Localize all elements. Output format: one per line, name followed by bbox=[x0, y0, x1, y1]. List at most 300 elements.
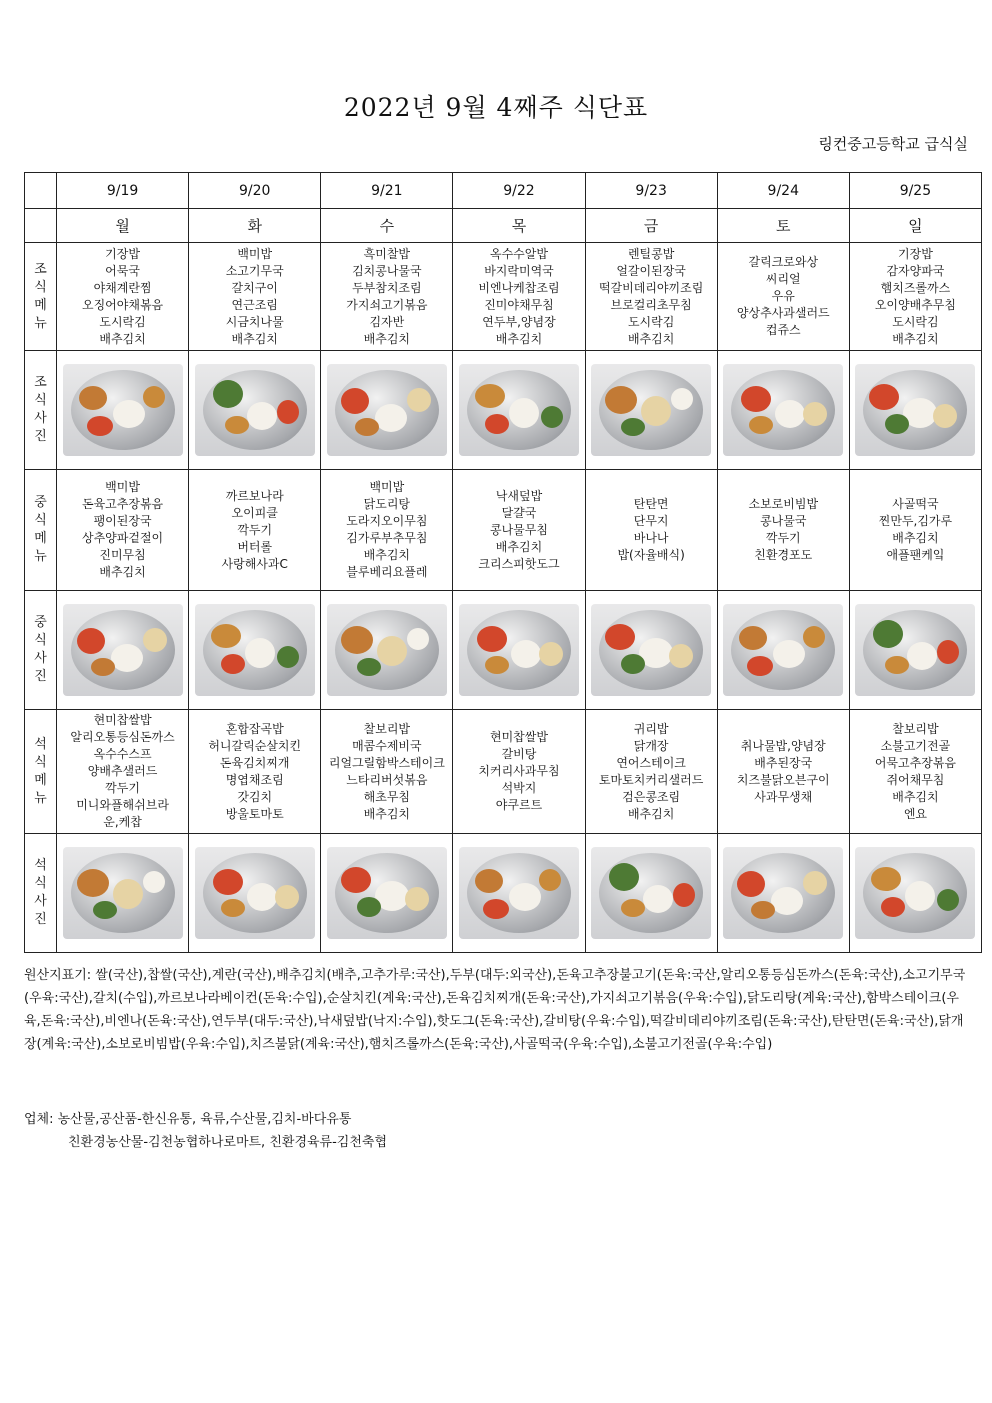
row-label bbox=[25, 591, 57, 710]
food-portion bbox=[213, 869, 243, 895]
menu-items bbox=[718, 252, 849, 341]
menu-items bbox=[57, 710, 188, 833]
food-portion bbox=[405, 887, 429, 911]
menu-item: 배추된장국 bbox=[754, 755, 813, 770]
lunch-menu-cell bbox=[585, 470, 717, 591]
food-portion bbox=[275, 885, 299, 909]
menu-item: 배추김치 bbox=[363, 331, 411, 346]
menu-item: 깍두기 bbox=[765, 531, 801, 545]
food-portion bbox=[87, 416, 113, 436]
menu-items bbox=[321, 244, 452, 350]
menu-item: 매콤수제비국 bbox=[352, 738, 422, 753]
food-portion bbox=[641, 396, 671, 426]
food-portion bbox=[341, 867, 371, 893]
menu-item: 미니와플해쉬브라 bbox=[76, 798, 169, 812]
food-portion bbox=[221, 654, 245, 674]
food-portion bbox=[111, 644, 143, 672]
row-label bbox=[25, 834, 57, 953]
menu-items bbox=[57, 244, 188, 350]
food-portion bbox=[621, 654, 645, 674]
dinner-photo-row bbox=[25, 834, 982, 953]
menu-item: 연두부,양념장 bbox=[482, 314, 556, 329]
menu-item: 콩나물무침 bbox=[490, 522, 548, 537]
date-cell: 9/21 bbox=[321, 173, 453, 209]
menu-items bbox=[453, 244, 584, 350]
date-cell: 9/25 bbox=[849, 173, 981, 209]
food-portion bbox=[341, 626, 373, 654]
lunch-photo-row bbox=[25, 591, 982, 710]
lunch-photo-cell bbox=[57, 591, 189, 710]
food-portion bbox=[407, 388, 431, 412]
menu-items bbox=[850, 244, 981, 350]
corner-cell bbox=[25, 173, 57, 209]
dinner-photo-cell bbox=[453, 834, 585, 953]
menu-item: 취나물밥,양념장 bbox=[740, 738, 826, 753]
breakfast-menu-row bbox=[25, 243, 982, 351]
food-portion bbox=[621, 899, 645, 917]
menu-item: 크리스피핫도그 bbox=[478, 556, 560, 571]
breakfast-photo-cell bbox=[321, 351, 453, 470]
vendor-line-2: 친환경농산물-김천농협하나로마트, 친환경육류-김천축협 bbox=[68, 1135, 388, 1150]
food-portion bbox=[485, 414, 509, 434]
menu-item: 갈릭크로와상 bbox=[748, 255, 819, 269]
food-portion bbox=[407, 628, 429, 650]
food-portion bbox=[143, 386, 165, 408]
menu-item: 야쿠르트 bbox=[495, 798, 543, 812]
menu-item: 옥수수스프 bbox=[93, 747, 152, 761]
menu-items bbox=[850, 494, 981, 566]
breakfast-photo-cell bbox=[717, 351, 849, 470]
lunch-menu-cell bbox=[849, 470, 981, 591]
menu-item: 친환경포도 bbox=[754, 548, 813, 562]
meal-photo bbox=[195, 364, 315, 456]
breakfast-menu-cell bbox=[717, 243, 849, 351]
menu-item: 버터롤 bbox=[237, 539, 273, 554]
breakfast-photo-cell bbox=[189, 351, 321, 470]
day-cell: 월 bbox=[57, 209, 189, 243]
menu-item: 햄치즈롤까스 bbox=[880, 280, 951, 295]
food-portion bbox=[91, 658, 115, 676]
food-portion bbox=[341, 388, 369, 414]
menu-item: 석박지 bbox=[501, 781, 537, 795]
row-label-char: 메 bbox=[34, 531, 47, 546]
row-label bbox=[25, 243, 57, 351]
menu-item: 낙새덮밥 bbox=[495, 488, 543, 503]
meal-photo bbox=[591, 364, 711, 456]
food-portion bbox=[541, 406, 563, 428]
dinner-photo-cell bbox=[849, 834, 981, 953]
row-label bbox=[25, 351, 57, 470]
menu-items bbox=[321, 477, 452, 583]
food-portion bbox=[509, 398, 539, 428]
lunch-menu-cell bbox=[189, 470, 321, 591]
dinner-menu-cell bbox=[849, 710, 981, 834]
row-label-char: 중 bbox=[34, 495, 47, 510]
menu-item: 토마토치커리샐러드 bbox=[598, 772, 704, 787]
lunch-photo-cell bbox=[321, 591, 453, 710]
food-portion bbox=[357, 658, 381, 676]
menu-item: 옥수수알밥 bbox=[490, 246, 548, 261]
row-label bbox=[25, 710, 57, 834]
school-name: 링컨중고등학교 급식실 bbox=[818, 135, 968, 153]
dinner-menu-cell bbox=[717, 710, 849, 834]
breakfast-menu-cell bbox=[321, 243, 453, 351]
menu-item: 시금치나물 bbox=[225, 314, 284, 329]
menu-item: 배추김치 bbox=[363, 806, 411, 821]
meal-photo bbox=[723, 604, 843, 696]
date-cell: 9/23 bbox=[585, 173, 717, 209]
breakfast-photo-cell bbox=[57, 351, 189, 470]
row-label-char: 사 bbox=[34, 411, 47, 426]
meal-photo bbox=[855, 364, 975, 456]
menu-item: 현미찹쌀밥 bbox=[490, 730, 548, 744]
date-cell: 9/20 bbox=[189, 173, 321, 209]
menu-item: 소고기무국 bbox=[225, 263, 284, 278]
meal-photo bbox=[459, 364, 579, 456]
menu-item: 배추김치 bbox=[231, 331, 278, 346]
menu-items bbox=[453, 486, 584, 575]
lunch-menu-cell bbox=[57, 470, 189, 591]
day-cell: 화 bbox=[189, 209, 321, 243]
menu-item: 깍두기 bbox=[237, 522, 273, 537]
lunch-menu-row bbox=[25, 470, 982, 591]
menu-item: 소보로비빔밥 bbox=[748, 497, 819, 511]
food-portion bbox=[225, 416, 249, 434]
food-portion bbox=[669, 644, 693, 668]
food-portion bbox=[509, 883, 541, 911]
menu-item: 찰보리밥 bbox=[363, 721, 411, 736]
food-portion bbox=[247, 402, 277, 430]
menu-item: 귀리밥 bbox=[633, 721, 669, 736]
menu-item: 배추김치 bbox=[495, 331, 543, 346]
meal-photo bbox=[723, 364, 843, 456]
dinner-photo-cell bbox=[189, 834, 321, 953]
row-label-char: 진 bbox=[34, 669, 47, 684]
menu-item: 연근조림 bbox=[231, 297, 278, 312]
menu-item: 돈육고추장볶음 bbox=[81, 497, 164, 511]
food-portion bbox=[93, 901, 117, 919]
menu-item: 애플팬케잌 bbox=[886, 548, 945, 562]
menu-item: 어묵국 bbox=[105, 263, 140, 278]
menu-item: 도시락김 bbox=[892, 314, 939, 329]
meal-photo bbox=[591, 847, 711, 939]
menu-items bbox=[189, 719, 320, 825]
vendor-line-1: 업체: 농산물,공산품-한신유통, 육류,수산물,김치-바다유통 bbox=[24, 1112, 352, 1127]
origin-labeling: 원산지표기: 쌀(국산),찹쌀(국산),계란(국산),배추김치(배추,고추가루:국산),두부(대두:외국산),돈육고추장불고기(돈육:국산,알리오통등심돈까스(돈육:국산),소고기무국(우육:국산),갈치(수입),까르보나라베이컨(돈육:수입),순살치킨(계육:국산),돈육김치찌개(돈육:국산),가지쇠고기볶음(우육:수입),닭도리탕(계육:국산),함박스테이크(우육,돈육:국산),비엔나(돈육:국산),연두부(대두:국산),낙새덮밥(낙지:수입),핫도그(돈육:국산),갈비탕(우육:수입),떡갈비데리야끼조림(돈육:국산),탄탄면(돈육:국산),닭개장(계육:국산),소보로비빔밥(우육:수입),치즈불닭(계육:국산),햄치즈롤까스(돈육:국산),사골떡국(우육:수입),소불고기전골(우육:수입) bbox=[24, 968, 966, 1052]
menu-item: 리얼그릴함박스테이크 bbox=[328, 755, 445, 770]
menu-item: 갈비탕 bbox=[501, 747, 537, 761]
lunch-menu-cell bbox=[453, 470, 585, 591]
meal-plan-table bbox=[24, 172, 982, 953]
menu-item: 치즈불닭오븐구이 bbox=[736, 772, 830, 787]
food-portion bbox=[221, 899, 245, 917]
menu-item: 배추김치 bbox=[99, 565, 146, 579]
menu-item: 바지락미역국 bbox=[484, 263, 554, 278]
menu-item: 김자반 bbox=[369, 314, 405, 329]
breakfast-menu-cell bbox=[585, 243, 717, 351]
menu-item: 김치콩나물국 bbox=[352, 263, 422, 278]
menu-item: 느타리버섯볶음 bbox=[346, 772, 428, 787]
menu-items bbox=[453, 727, 584, 816]
breakfast-menu-cell bbox=[57, 243, 189, 351]
food-portion bbox=[511, 640, 541, 668]
page-title: 2022년 9월 4째주 식단표 bbox=[343, 93, 649, 122]
dinner-photo-cell bbox=[717, 834, 849, 953]
food-portion bbox=[77, 869, 109, 897]
menu-item: 배추김치 bbox=[627, 331, 675, 346]
menu-item: 백미밥 bbox=[105, 480, 140, 494]
menu-items bbox=[850, 719, 981, 825]
menu-item: 닭개장 bbox=[633, 738, 669, 753]
menu-item: 팽이된장국 bbox=[93, 514, 152, 528]
food-portion bbox=[377, 636, 407, 666]
food-portion bbox=[143, 871, 165, 893]
row-label-char: 석 bbox=[34, 858, 47, 873]
menu-item: 우유 bbox=[771, 289, 795, 303]
day-cell: 금 bbox=[585, 209, 717, 243]
menu-item: 달걀국 bbox=[501, 505, 537, 520]
row-label-char: 식 bbox=[34, 279, 47, 295]
menu-item: 떡갈비데리야끼조림 bbox=[598, 280, 704, 295]
dinner-menu-cell bbox=[57, 710, 189, 834]
food-portion bbox=[621, 418, 645, 436]
menu-item: 바나나 bbox=[633, 531, 669, 545]
day-cell: 토 bbox=[717, 209, 849, 243]
menu-item: 진미야채무침 bbox=[484, 297, 554, 312]
row-label-char: 뉴 bbox=[34, 315, 47, 331]
menu-item: 씨리얼 bbox=[765, 272, 801, 286]
menu-item: 방울토마토 bbox=[225, 806, 284, 821]
menu-item: 알리오통등심돈까스 bbox=[70, 730, 175, 744]
menu-item: 치커리사과무침 bbox=[478, 764, 560, 778]
menu-item: 현미찹쌀밥 bbox=[93, 713, 152, 727]
meal-photo bbox=[327, 604, 447, 696]
row-label-char: 사 bbox=[34, 894, 47, 909]
food-portion bbox=[671, 388, 693, 410]
menu-items bbox=[321, 719, 452, 825]
menu-item: 갓김치 bbox=[237, 789, 273, 804]
menu-item: 닭도리탕 bbox=[363, 497, 411, 511]
menu-item: 명엽채조림 bbox=[225, 772, 284, 787]
menu-item: 검은콩조림 bbox=[622, 789, 681, 804]
row-label-char: 식 bbox=[34, 633, 47, 648]
menu-item: 돈육김치찌개 bbox=[219, 755, 290, 770]
meal-photo bbox=[195, 847, 315, 939]
menu-item: 배추김치 bbox=[892, 331, 939, 346]
food-portion bbox=[605, 624, 635, 650]
food-portion bbox=[211, 624, 241, 648]
food-portion bbox=[673, 883, 695, 907]
food-portion bbox=[213, 380, 243, 408]
breakfast-menu-cell bbox=[849, 243, 981, 351]
menu-item: 야채계란찜 bbox=[93, 280, 152, 295]
dinner-photo-cell bbox=[57, 834, 189, 953]
menu-item: 백미밥 bbox=[369, 480, 405, 494]
dinner-photo-cell bbox=[321, 834, 453, 953]
meal-photo bbox=[327, 847, 447, 939]
row-label-char: 메 bbox=[34, 772, 47, 788]
menu-item: 오이양배추무침 bbox=[874, 297, 956, 312]
lunch-photo-cell bbox=[585, 591, 717, 710]
meal-photo bbox=[855, 604, 975, 696]
meal-photo bbox=[723, 847, 843, 939]
menu-item: 단무지 bbox=[633, 514, 669, 528]
breakfast-photo-cell bbox=[585, 351, 717, 470]
menu-item: 오징어야채볶음 bbox=[81, 297, 164, 312]
lunch-photo-cell bbox=[189, 591, 321, 710]
menu-item: 기장밥 bbox=[105, 246, 140, 261]
menu-item: 배추김치 bbox=[495, 539, 543, 554]
day-cell: 목 bbox=[453, 209, 585, 243]
row-label-char: 식 bbox=[34, 393, 47, 408]
menu-item: 혼합잡곡밥 bbox=[225, 721, 284, 736]
breakfast-photo-row bbox=[25, 351, 982, 470]
row-label-char: 조 bbox=[34, 261, 47, 277]
row-label-char: 식 bbox=[34, 754, 47, 770]
menu-item: 비엔나케찹조림 bbox=[478, 280, 560, 295]
row-label bbox=[25, 470, 57, 591]
menu-item: 배추김치 bbox=[892, 531, 939, 545]
food-portion bbox=[375, 404, 407, 432]
menu-item: 배추김치 bbox=[892, 789, 939, 804]
row-label-char: 중 bbox=[34, 615, 47, 630]
day-cell: 수 bbox=[321, 209, 453, 243]
food-portion bbox=[643, 885, 673, 913]
menu-item: 사과무생채 bbox=[754, 789, 813, 804]
menu-items bbox=[718, 494, 849, 566]
food-portion bbox=[357, 897, 381, 917]
menu-item: 탄탄면 bbox=[633, 497, 669, 511]
menu-item: 허니갈릭순살치킨 bbox=[208, 738, 302, 753]
menu-item: 배추김치 bbox=[99, 331, 146, 346]
menu-item: 배추김치 bbox=[363, 548, 411, 562]
menu-item: 김가루부추무침 bbox=[346, 531, 428, 545]
lunch-photo-cell bbox=[717, 591, 849, 710]
day-row bbox=[25, 209, 982, 243]
date-cell: 9/22 bbox=[453, 173, 585, 209]
menu-item: 백미밥 bbox=[237, 246, 273, 261]
menu-item: 배추김치 bbox=[627, 806, 675, 821]
food-portion bbox=[539, 869, 561, 891]
date-row bbox=[25, 173, 982, 209]
food-portion bbox=[605, 386, 637, 414]
menu-item: 까르보나라 bbox=[225, 488, 284, 503]
food-portion bbox=[113, 400, 145, 428]
menu-item: 운,케찹 bbox=[103, 815, 142, 829]
menu-items bbox=[189, 486, 320, 575]
row-label-char: 식 bbox=[34, 876, 47, 891]
food-portion bbox=[143, 628, 167, 652]
menu-items bbox=[586, 494, 717, 566]
menu-item: 쥐어채무침 bbox=[886, 772, 945, 787]
menu-item: 컵쥬스 bbox=[765, 323, 801, 337]
menu-item: 도시락김 bbox=[627, 314, 675, 329]
food-portion bbox=[355, 418, 379, 436]
row-label-char: 진 bbox=[34, 429, 47, 444]
menu-item: 연어스테이크 bbox=[616, 755, 686, 770]
vendor-info bbox=[24, 1108, 974, 1154]
dinner-menu-cell bbox=[453, 710, 585, 834]
dinner-menu-cell bbox=[321, 710, 453, 834]
dinner-menu-row bbox=[25, 710, 982, 834]
meal-photo bbox=[459, 847, 579, 939]
row-label-char: 식 bbox=[34, 513, 47, 528]
food-portion bbox=[483, 899, 509, 919]
row-label-char: 뉴 bbox=[34, 790, 47, 806]
menu-item: 도라지오이무침 bbox=[346, 514, 428, 528]
breakfast-photo-cell bbox=[453, 351, 585, 470]
menu-item: 도시락김 bbox=[99, 314, 146, 329]
meal-photo bbox=[195, 604, 315, 696]
breakfast-menu-cell bbox=[453, 243, 585, 351]
menu-items bbox=[57, 477, 188, 583]
menu-item: 사랑해사과C bbox=[221, 556, 288, 571]
breakfast-photo-cell bbox=[849, 351, 981, 470]
date-cell: 9/19 bbox=[57, 173, 189, 209]
menu-item: 진미무침 bbox=[99, 548, 146, 562]
menu-item: 찰보리밥 bbox=[892, 721, 939, 736]
day-cell: 일 bbox=[849, 209, 981, 243]
menu-item: 얼갈이된장국 bbox=[616, 263, 686, 278]
menu-items bbox=[718, 736, 849, 808]
dinner-menu-cell bbox=[585, 710, 717, 834]
food-portion bbox=[475, 869, 503, 893]
row-label-char: 조 bbox=[34, 375, 47, 390]
food-portion bbox=[113, 879, 143, 909]
menu-items bbox=[189, 244, 320, 350]
food-portion bbox=[77, 628, 105, 654]
menu-item: 해초무침 bbox=[363, 789, 411, 804]
menu-item: 흑미찰밥 bbox=[363, 246, 411, 261]
food-portion bbox=[245, 638, 275, 668]
breakfast-menu-cell bbox=[189, 243, 321, 351]
row-label-char: 사 bbox=[34, 651, 47, 666]
row-label-char: 뉴 bbox=[34, 549, 47, 564]
menu-item: 두부참치조림 bbox=[352, 280, 422, 295]
menu-item: 기장밥 bbox=[898, 246, 933, 261]
row-label-char: 진 bbox=[34, 912, 47, 927]
meal-photo bbox=[855, 847, 975, 939]
menu-item: 렌틸콩밥 bbox=[627, 246, 675, 261]
menu-item: 양상추사과샐러드 bbox=[736, 306, 830, 320]
menu-item: 상추양파겉절이 bbox=[81, 531, 164, 545]
menu-item: 브로컬리초무침 bbox=[610, 297, 692, 312]
menu-item: 콩나물국 bbox=[760, 514, 807, 528]
food-portion bbox=[277, 400, 299, 424]
menu-item: 블루베리요플레 bbox=[346, 565, 428, 579]
menu-item: 소불고기전골 bbox=[880, 738, 951, 753]
menu-item: 깍두기 bbox=[105, 781, 140, 795]
meal-photo bbox=[63, 364, 183, 456]
food-portion bbox=[485, 656, 509, 674]
menu-item: 오이피클 bbox=[231, 505, 278, 520]
menu-item: 양배추샐러드 bbox=[87, 764, 158, 778]
row-label-char: 메 bbox=[34, 297, 47, 313]
menu-item: 가지쇠고기볶음 bbox=[346, 297, 428, 312]
lunch-menu-cell bbox=[717, 470, 849, 591]
meal-photo bbox=[459, 604, 579, 696]
food-portion bbox=[539, 642, 563, 666]
food-portion bbox=[247, 883, 277, 911]
food-portion bbox=[277, 646, 299, 668]
corner-cell bbox=[25, 209, 57, 243]
menu-item: 찐만두,김가루 bbox=[878, 514, 953, 528]
menu-items bbox=[586, 719, 717, 825]
food-portion bbox=[79, 386, 107, 410]
dinner-menu-cell bbox=[189, 710, 321, 834]
food-portion bbox=[477, 626, 507, 652]
lunch-menu-cell bbox=[321, 470, 453, 591]
